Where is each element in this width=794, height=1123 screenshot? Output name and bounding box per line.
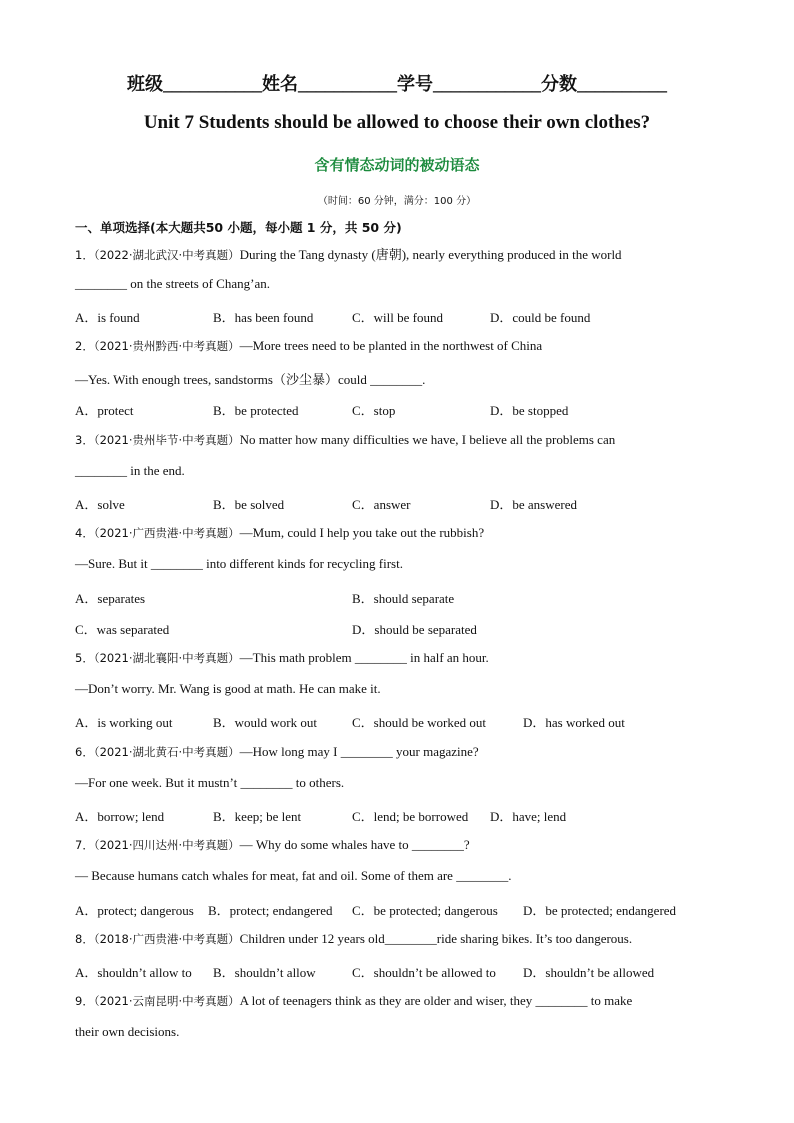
q2-option-a[interactable]: A．protect	[75, 403, 134, 418]
q7-option-b[interactable]: B．protect; endangered	[208, 903, 333, 918]
question-2-line-1	[75, 338, 542, 354]
question-source: 1．（2022·湖北武汉·中考真题）	[75, 248, 240, 262]
question-1-line-2: ________ on the streets of Chang’an.	[75, 276, 270, 291]
q8-option-c[interactable]: C．shouldn’t be allowed to	[352, 965, 496, 980]
q4-option-a[interactable]: A．separates	[75, 591, 146, 606]
q1-option-b[interactable]: B．has been found	[213, 310, 314, 325]
q3-option-c[interactable]: C．answer	[352, 497, 411, 512]
question-text: During the Tang dynasty (唐朝), nearly everything produced in the world	[239, 247, 622, 262]
q4-option-b[interactable]: B．should separate	[352, 591, 455, 606]
q4-option-c[interactable]: C．was separated	[75, 622, 170, 637]
q6-option-d[interactable]: D．have; lend	[490, 809, 567, 824]
question-text: —This math problem ________ in half an hour.	[239, 650, 489, 665]
q5-option-b[interactable]: B．would work out	[213, 715, 318, 730]
q6-option-a[interactable]: A．borrow; lend	[75, 809, 165, 824]
q8-option-b[interactable]: B．shouldn’t allow	[213, 965, 316, 980]
question-9-line-1	[75, 993, 632, 1009]
question-1-line-1	[75, 244, 622, 263]
question-source: 5．（2021·湖北襄阳·中考真题）	[75, 651, 240, 665]
q1-option-d[interactable]: D．could be found	[490, 310, 591, 325]
question-text: —Mum, could I help you take out the rubbish?	[239, 525, 485, 540]
q5-option-a[interactable]: A．is working out	[75, 715, 173, 730]
q5-option-c[interactable]: C．should be worked out	[352, 715, 486, 730]
q1-option-a[interactable]: A．is found	[75, 310, 140, 325]
q7-option-a[interactable]: A．protect; dangerous	[75, 903, 194, 918]
question-9-line-2: their own decisions.	[75, 1024, 180, 1039]
q3-option-d[interactable]: D．be answered	[490, 497, 577, 512]
student-info-line: 班级___________姓名___________学号____________分数__________	[127, 74, 667, 94]
question-text: Children under 12 years old________ride sharing bikes. It’s too dangerous.	[239, 931, 633, 946]
time-note: （时间：60 分钟，满分：100 分）	[317, 196, 477, 207]
q6-option-b[interactable]: B．keep; be lent	[213, 809, 302, 824]
q7-option-c[interactable]: C．be protected; dangerous	[352, 903, 498, 918]
q4-option-d[interactable]: D．should be separated	[352, 622, 477, 637]
question-7-line-1	[75, 837, 470, 853]
q7-option-d[interactable]: D．be protected; endangered	[523, 903, 677, 918]
question-7-line-2: — Because humans catch whales for meat, fat and oil. Some of them are ________.	[75, 868, 512, 883]
q6-option-c[interactable]: C．lend; be borrowed	[352, 809, 469, 824]
page-title: Unit 7 Students should be allowed to choose their own clothes?	[143, 112, 651, 133]
question-3-line-2: ________ in the end.	[75, 463, 185, 478]
question-text: —How long may I ________ your magazine?	[239, 744, 479, 759]
q5-option-d[interactable]: D．has worked out	[523, 715, 625, 730]
question-source: 3．（2021·贵州毕节·中考真题）	[75, 433, 240, 447]
question-source: 2．（2021·贵州黔西·中考真题）	[75, 339, 240, 353]
q8-option-a[interactable]: A．shouldn’t allow to	[75, 965, 192, 980]
question-source: 8．（2018·广西贵港·中考真题）	[75, 932, 240, 946]
q1-option-c[interactable]: C．will be found	[352, 310, 443, 325]
q3-option-a[interactable]: A．solve	[75, 497, 125, 512]
question-source: 6．（2021·湖北黄石·中考真题）	[75, 745, 240, 759]
question-5-line-1	[75, 650, 489, 666]
question-4-line-1	[75, 525, 484, 541]
question-3-line-1	[75, 432, 615, 448]
question-8-line-1	[75, 931, 632, 947]
question-text: No matter how many difficulties we have, I believe all the problems can	[239, 432, 616, 447]
question-2-line-2: —Yes. With enough trees, sandstorms（沙尘暴）could ________.	[75, 372, 426, 387]
q8-option-d[interactable]: D．shouldn’t be allowed	[523, 965, 655, 980]
question-source: 4．（2021·广西贵港·中考真题）	[75, 526, 240, 540]
q2-option-d[interactable]: D．be stopped	[490, 403, 569, 418]
question-6-line-2: —For one week. But it mustn’t ________ to others.	[75, 775, 345, 790]
page-subtitle: 含有情态动词的被动语态	[314, 156, 480, 174]
q3-option-b[interactable]: B．be solved	[213, 497, 285, 512]
question-source: 9．（2021·云南昆明·中考真题）	[75, 994, 240, 1008]
section-heading: 一、单项选择(本大题共50 小题，每小题 1 分，共 50 分)	[75, 220, 402, 235]
q2-option-b[interactable]: B．be protected	[213, 403, 299, 418]
question-6-line-1	[75, 744, 479, 760]
question-4-line-2: —Sure. But it ________ into different kinds for recycling first.	[75, 556, 403, 571]
question-5-line-2: —Don’t worry. Mr. Wang is good at math. He can make it.	[75, 681, 381, 696]
question-text: A lot of teenagers think as they are older and wiser, they ________ to make	[239, 993, 633, 1008]
q2-option-c[interactable]: C．stop	[352, 403, 396, 418]
question-text: —More trees need to be planted in the northwest of China	[239, 338, 543, 353]
question-source: 7．（2021·四川达州·中考真题）	[75, 838, 240, 852]
question-text: — Why do some whales have to ________?	[239, 837, 470, 852]
